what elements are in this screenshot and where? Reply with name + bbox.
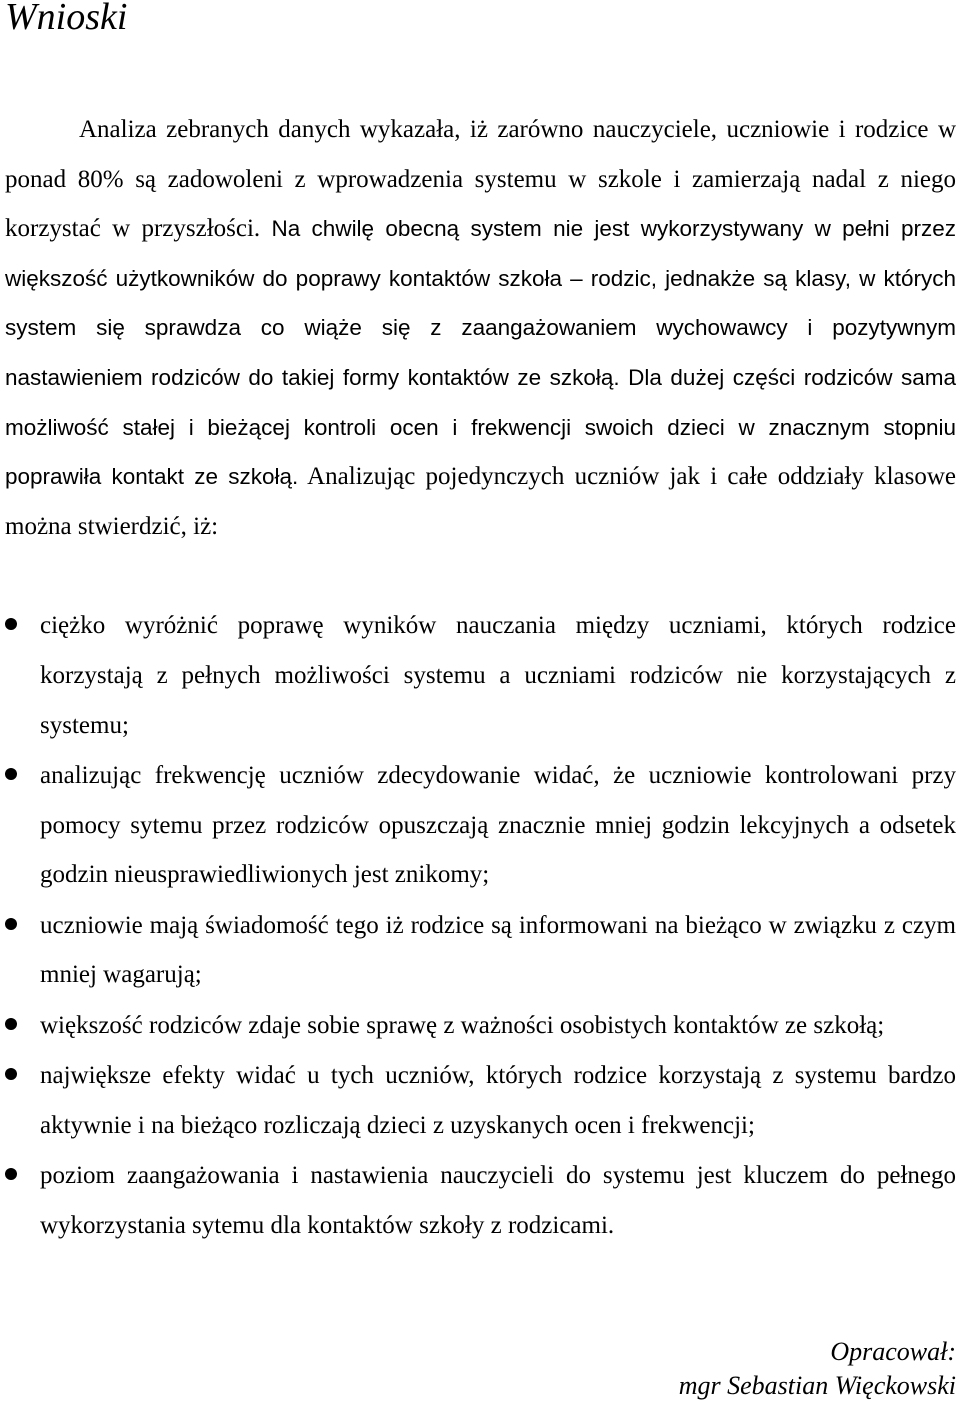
intro-paragraph	[5, 105, 956, 551]
list-item	[0, 1001, 956, 1051]
list-item-text: większość rodziców zdaje sobie sprawę z ważności osobistych kontaktów ze szkołą;	[40, 1011, 885, 1039]
list-item	[0, 751, 956, 900]
list-item-text: uczniowie mają świadomość tego iż rodzice są informowani na bieżąco w związku z czym mniej wagarują;	[40, 911, 956, 989]
bullet-icon	[5, 1018, 17, 1030]
signature-block	[679, 1335, 956, 1403]
paragraph-part-1: Analiza zebranych danych wykazała, iż zarówno nauczyciele, uczniowie i rodzice w ponad 80% są zadowoleni z wprowadzenia systemu w szkole i zamierzają nadal z niego korzystać w przyszłości.	[5, 116, 956, 243]
list-item	[0, 601, 956, 750]
list-item	[0, 1051, 956, 1151]
page-title: Wnioski	[5, 0, 128, 38]
conclusions-list	[0, 601, 956, 1251]
paragraph-part-2: Na chwilę obecną system nie jest wykorzystywany w pełni przez większość użytkowników do poprawy kontaktów szkoła – rodzic, jednakże są klasy, w których system się sprawdza co wiąże się z zaangażowaniem wychowawcy i pozytywnym nastawieniem rodziców do takiej formy kontaktów ze szkołą. Dla dużej części rodziców sama możliwość stałej i bieżącej kontroli ocen i frekwencji swoich dzieci w znacznym stopniu poprawiła kontakt ze szkołą.	[5, 216, 956, 490]
signature-name: mgr Sebastian Więckowski	[678, 1371, 956, 1400]
paragraph-part-3: Analizując pojedynczych uczniów jak i całe oddziały klasowe można stwierdzić, iż:	[5, 463, 956, 540]
list-item-text: ciężko wyróżnić poprawę wyników nauczania między uczniami, których rodzice korzystają z pełnych możliwości systemu a uczniami rodziców nie korzystających z systemu;	[40, 612, 956, 739]
bullet-icon	[5, 768, 17, 780]
bullet-icon	[5, 1168, 17, 1180]
list-item-text: analizując frekwencję uczniów zdecydowanie widać, że uczniowie kontrolowani przy pomocy sytemu przez rodziców opuszczają znacznie mniej godzin lekcyjnych a odsetek godzin nieusprawiedliwionych jest znikomy;	[40, 761, 956, 889]
bullet-icon	[5, 1068, 17, 1080]
signature-label: Opracował:	[830, 1337, 956, 1366]
bullet-icon	[5, 918, 17, 930]
list-item	[0, 901, 956, 1001]
list-item-text: poziom zaangażowania i nastawienia nauczycieli do systemu jest kluczem do pełnego wykorzystania sytemu dla kontaktów szkoły z rodzicami.	[40, 1161, 956, 1239]
list-item-text: największe efekty widać u tych uczniów, których rodzice korzystają z systemu bardzo aktywnie i na bieżąco rozliczają dzieci z uzyskanych ocen i frekwencji;	[40, 1061, 956, 1139]
list-item	[0, 1151, 956, 1251]
bullet-icon	[5, 618, 17, 630]
